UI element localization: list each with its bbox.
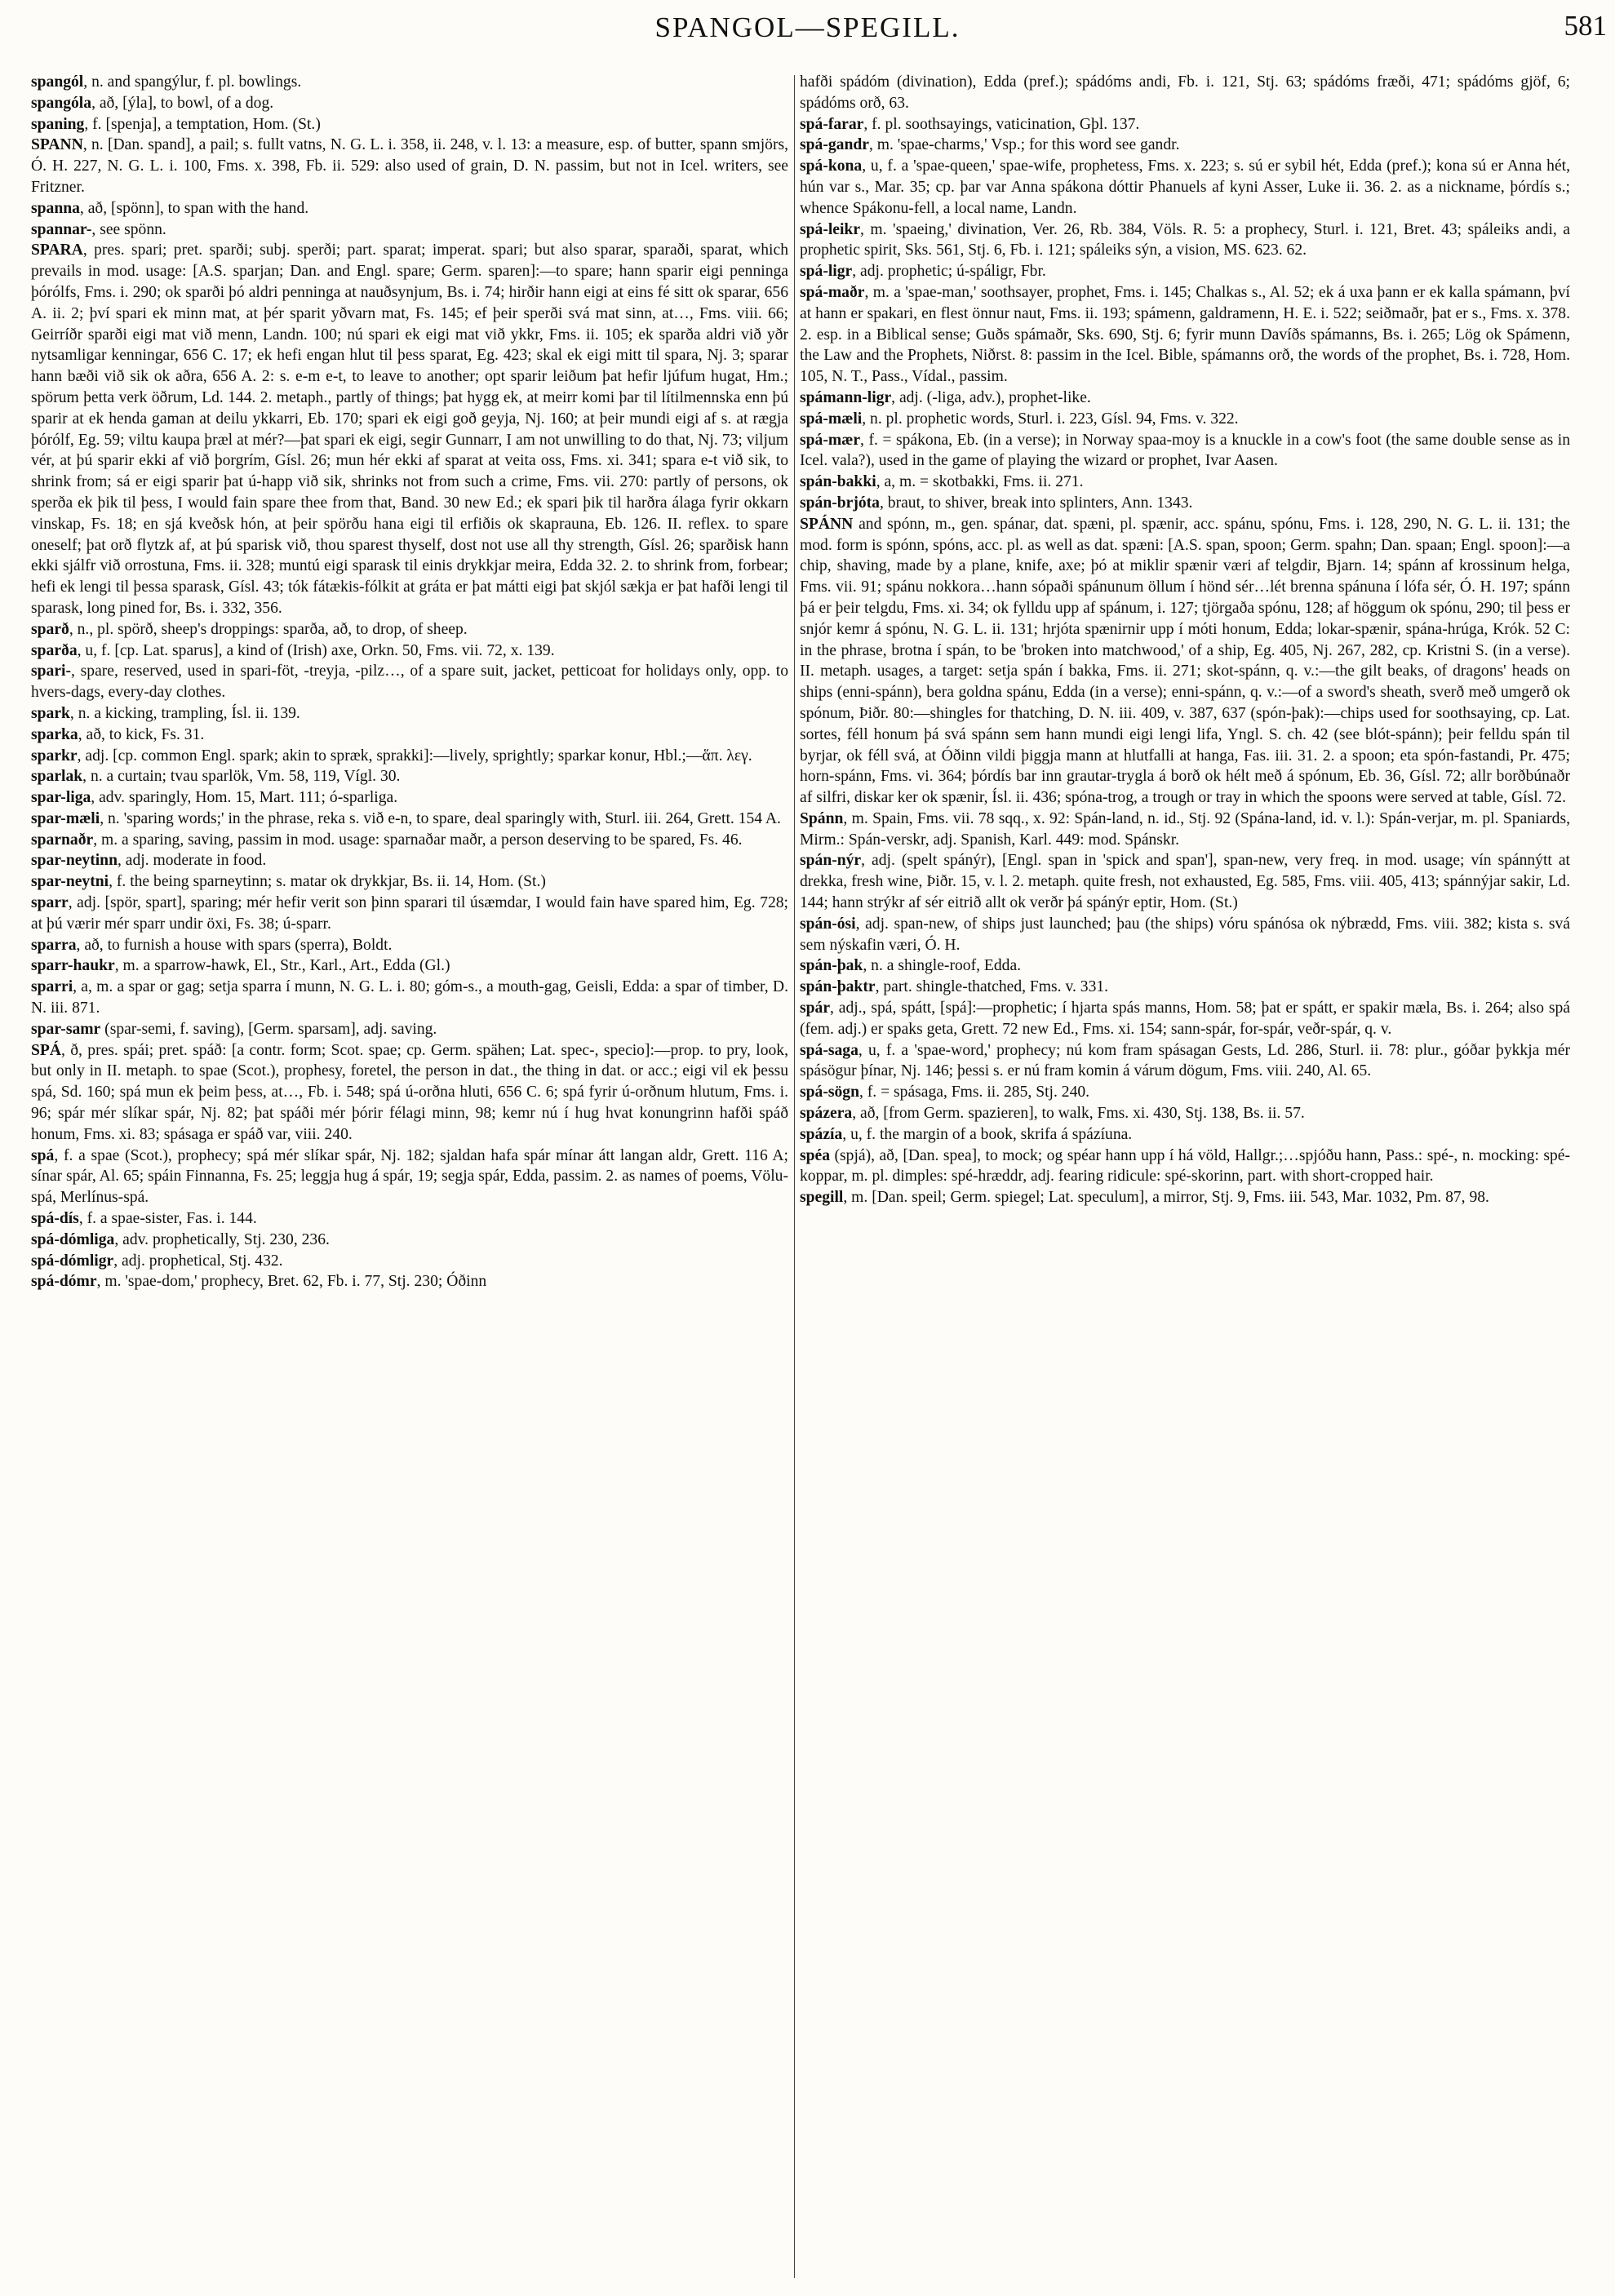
entry-definition: and spónn, m., gen. spánar, dat. spæni, pl. spænir, acc. spánu, spónu, Fms. i. 128, 290, N. G. L. ii. 131; the mod. form is spónn, spóns, acc. pl. as well as dat. spæni: [A.S. span, spoon; Germ. spahn; Dan. spaan; Engl. spoon]:—a chip, shaving, made by a plane, knife, axe; þó at miklir spænir væri af telgdir, Bjarn. 14; spánn af krossinum helga, Fms. vii. 91; spánu nokkora…hann sópaði spánunum öllum í hönd sér…lét brenna spánuna í lófa sér, Ó. H. 197; spánn þá er þeir telgdu, Fms. xi. 34; ok fylldu upp af spánum, i. 127; tjörgaða spónu, 128; af höggum ok spónu, 290; til þess er snjór kemr á spónu, N. G. L. ii. 131; hrjóta spænirnir upp í móti honum, Edda; lokar-spænir, spána-hrúga, Krók. 52 C: in the phrase, brotna í spán, to be 'broken into matchwood,' of a ship, Eg. 405, Nj. 267, 282, cp. Kristni S. (in a verse). II. metaph. usages, a target: setja spán í bakka, Fms. ii. 271; skot-spánn, q. v.:—the gilt beaks, of dragons' heads on ships (enni-spánn), bera goldna spánu, Edda (in a verse); enni-spánn, q. v.:—of a sword's sheath, sverð með umgerð ok spónum, Þiðr. 80:—shingles for thatching, D. N. iii. 409, v. 387, 637 (spón-þak):—chips used for soothsaying, cp. Lat. sortes, féll honum þá svá spánn sem hann mundi eigi lengi lifa, Yngl. S. ch. 42 (see blót-spánn); þeir felldu spán til byrjar, ok féll svá, at Óðinn vildi þiggja mann at hlutfalli at hanga, Fas. iii. 31. 2. a spoon; eta spón-fastandi, Pr. 475; horn-spánn, Fms. vi. 364; þórdís bar inn grautar-trygla á borð ok hélt með á spónum, Eb. 36, Gísl. 72; allr borðbúnaðr af silfri, diskar ker ok spænir, Ísl. ii. 436; spóna-trog, a trough or tray in which the spoons were served at table, Gísl. 72. <box>800 515 1570 807</box>
entry-definition: , spare, reserved, used in spari-föt, -treyja, -pilz…, of a spare suit, jacket, petticoat for holidays only, opp. to hvers-dags, every-day clothes. <box>31 663 788 702</box>
headword: spaning <box>31 115 85 133</box>
dictionary-entry <box>31 977 788 1019</box>
headword: spázía <box>800 1125 843 1143</box>
dictionary-entry <box>800 1040 1570 1083</box>
entry-definition: , m. a 'spae-man,' soothsayer, prophet, Fms. i. 145; Chalkas s., Al. 52; ek á uxa þann er ek kalla spámann, því at hann er spakari, en flest önnur naut, Fms. ii. 193; spámenn, galdramenn, H. E. i. 522; seiðmaðr, þat er s., Fms. x. 378. 2. esp. in a Biblical sense; Guðs spámaðr, Sks. 690, Stj. 6; fyrir munn Davíðs spámanns, Bs. i. 265; Lög ok Spámenn, the Law and the Prophets, Niðrst. 8: passim in the Icel. Bible, spámanns orð, the words of the prophet, Bs. i. 728, Hom. 105, N. T., Pass., Vídal., passim. <box>800 283 1570 386</box>
entry-definition: , m. 'spae-charms,' Vsp.; for this word see gandr. <box>868 136 1180 154</box>
dictionary-entry <box>800 977 1570 998</box>
headword: spari- <box>31 663 71 680</box>
dictionary-entry <box>31 830 788 851</box>
entry-definition: , ð, pres. spái; pret. spáð: [a contr. form; Scot. spae; cp. Germ. spähen; Lat. spec-, specio]:—prop. to pry, look, but only in II. metaph. to spae (Scot.), prophesy, foretel, the person in dat., the thing in dat. or acc.; eigi vil ek þessu spá, Sd. 160; spá mun ek þeim þess, at…, Fb. i. 548; spá ú-orðna hluti, 656 C. 6; spá fyrir ú-orðnum hlutum, Fms. i. 96; spár mér slíkar spár, Nj. 82; þat spáði mér þórir félagi minn, 98; kemr nú í hug hvat konungrinn hafði spáð honum, Fms. xi. 83; spásaga er spáð var, viii. 240. <box>31 1041 788 1143</box>
entry-definition: , að, to kick, Fs. 31. <box>78 725 205 743</box>
entry-definition: , adj., spá, spátt, [spá]:—prophetic; í hjarta spás manns, Hom. 58; þat er spátt, er spakir mæla, Bs. i. 264; also spá (fem. adj.) er spaks geta, Grett. 72 new Ed., Fms. xi. 154; sann-spár, for-spár, veðr-spár, q. v. <box>800 1000 1570 1038</box>
entry-definition: , að, to furnish a house with spars (sperra), Boldt. <box>76 936 393 954</box>
headword: spá-kona <box>800 157 863 175</box>
headword: spannar- <box>31 220 92 238</box>
entry-definition: , að, [from Germ. spazieren], to walk, Fms. xi. 430, Stj. 138, Bs. ii. 57. <box>852 1105 1305 1123</box>
headword: spá-leikr <box>800 220 861 238</box>
headword: spá-dómliga <box>31 1230 115 1248</box>
dictionary-entry <box>800 409 1570 430</box>
page-number: 581 <box>1564 10 1607 42</box>
entry-definition: (spar-semi, f. saving), [Germ. sparsam], adj. saving. <box>100 1020 437 1038</box>
headword: spá-mæli <box>800 410 863 428</box>
dictionary-entry <box>800 135 1570 156</box>
dictionary-entry <box>800 1124 1570 1146</box>
entry-definition: , adv. prophetically, Stj. 230, 236. <box>114 1230 330 1248</box>
entry-definition: , m. [Dan. speil; Germ. spiegel; Lat. speculum], a mirror, Stj. 9, Fms. iii. 543, Mar. 1032, Pm. 87, 98. <box>843 1189 1489 1207</box>
entry-definition: , n. a kicking, trampling, Ísl. ii. 139. <box>69 704 300 722</box>
headword: spán-nýr <box>800 852 862 870</box>
entry-definition: , n., pl. spörð, sheep's droppings: sparða, að, to drop, of sheep. <box>69 620 468 638</box>
dictionary-entry <box>31 72 788 93</box>
dictionary-entry <box>800 998 1570 1040</box>
headword: spár <box>800 1000 831 1017</box>
entry-definition: , adj. prophetical, Stj. 432. <box>113 1252 283 1270</box>
entry-definition: , pres. spari; pret. sparði; subj. sperði; part. sparat; imperat. spari; but also sparar, sparaði, sparat, which prevails in mod. usage: [A.S. sparjan; Dan. and Engl. spare; Germ. sparen]:—to spare; hann sparir eigi penninga þórólfs, Fms. i. 290; ok sparði þó aldri penninga at nauðsynjum, Bs. i. 74; hirðir hann eigi at eins fé sitt ok sparar, 656 A. ii. 2; því spari ek minn mat, at þér sparit yðvarn mat, Fs. 145; ef þeir sperði svá mat sinn, at…, Fms. viii. 66; Geirríðr sparði eigi mat við menn, Landn. 100; nú spari ek eigi mat við ykkr, Fms. ii. 105; ek sparða aldri við yðr nytsamligar kenningar, 656 C. 17; ek hefi engan hlut til þess sparat, Eg. 423; skal ek eigi mitt til spara, Nj. 3; sparar hann bæði við sik ok aðra, 656 A. 2: s. e-m e-t, to leave to another; opt sparir leiðum þat hefir ljúfum hugat, Hm.; spörum þetta verk öðrum, Ld. 144. 2. metaph., partly of things; þat hygg ek, at meirr komi þar til lítilmennska enn þú sparir at ek henda gaman at deilu ykkarri, Eb. 170; spari ek eigi goð geyja, Nj. 160; at þeir mundi eigi af s. at rægja þórólf, Eg. 59; viltu kaupa þræl at mér?—þat spari ek eigi, segir Gunnarr, I am not unwilling to do that, Nj. 73; viljum vér, at þú sparir ekki af við þorgrím, Gísl. 26; mun hér ekki af sparat at veita oss, Fms. xi. 341; spara e-t við sik, to shrink from; sá er eigi sparir þat ú-happ við sik, shrinks not from such a crime, Fms. vii. 270: partly of persons, ok sperða ek þik til þess, I would fain spare thee from that, Band. 30 new Ed.; ek spari þik til harðra álaga fyrir okkarn vinskap, Fs. 18; en sjá kveðsk hón, at þeir spörðu hana eigi til erfiðis ok skaprauna, Eb. 126. II. reflex. to spare oneself; þat orð flytzk af, at þú sparisk við, thou sparest thyself, dost not use all thy strength, Gísl. 26; sparðisk hann ekki sjálfr við orrostuna, Fms. ii. 328; muntú eigi sparask til einis drykkjar meira, Edda 32. 2. to shrink from, forbear; hefi ek lengi til þessa sparask, Gísl. 43; tók fátækis-fólkit at gráta er þat mátti eigi þat skjól sækja er þat hafði lengi til sparask, long pined for, Bs. i. 332, 356. <box>31 242 788 617</box>
dictionary-entry <box>800 1103 1570 1124</box>
headword: sparri <box>31 978 73 996</box>
entry-definition: , m. Spain, Fms. vii. 78 sqq., x. 92: Spán-land, n. id., Stj. 92 (Spána-land, id. v. l.): Spán-verjar, m. pl. Spaniards, Mirm.: Spán-verskr, adj. Spanish, Karl. 449: mod. Spánskr. <box>800 809 1570 849</box>
dictionary-entry <box>800 472 1570 493</box>
entry-definition: hafði spádóm (divination), Edda (pref.); spádóms andi, Fb. i. 121, Stj. 63; spádóms fræði, 471; spádóms gjöf, 6; spádóms orð, 63. <box>800 73 1570 112</box>
dictionary-entry <box>800 114 1570 135</box>
column-divider <box>794 75 795 2278</box>
dictionary-entry <box>800 430 1570 472</box>
entry-definition: , n. 'sparing words;' in the phrase, reka s. við e-n, to spare, deal sparingly with, Sturl. iii. 264, Grett. 154 A. <box>100 809 781 827</box>
entry-definition: , f. the being sparneytinn; s. matar ok drykkjar, Bs. ii. 14, Hom. (St.) <box>109 873 546 891</box>
dictionary-entry <box>31 935 788 956</box>
dictionary-entry <box>800 219 1570 262</box>
headword: sparr-haukr <box>31 957 115 975</box>
headword: sparnaðr <box>31 831 94 849</box>
headword: spanna <box>31 199 80 217</box>
left-column <box>31 72 788 2275</box>
entry-definition: , að, [spönn], to span with the hand. <box>79 199 309 217</box>
headword: spán-þak <box>800 957 863 975</box>
headword: spá-ligr <box>800 263 853 281</box>
headword: spá-maðr <box>800 283 865 301</box>
entry-definition: , adj. (spelt spánýr), [Engl. span in 'spick and span'], span-new, very freq. in mod. usage; vín spánnýtt at drekka, fresh wine, Þiðr. 15, v. l. 2. metaph. quite fresh, not exhausted, Eg. 585, Fms. viii. 405, 413; spánnýjar sakir, Ld. 144; hann strýkr af sér eitrið allt ok verðr þá spánýr eptir, Hom. (St.) <box>800 852 1570 912</box>
dictionary-entry <box>31 114 788 135</box>
headword: spán-ósi <box>800 915 856 933</box>
dictionary-entry <box>800 914 1570 956</box>
dictionary-entry <box>31 219 788 241</box>
dictionary-entry <box>800 514 1570 809</box>
headword: spegill <box>800 1189 844 1207</box>
entry-definition: , a, m. a spar or gag; setja sparra í munn, N. G. L. i. 80; góm-s., a mouth-gag, Geisli, Edda: a spar of timber, D. N. iii. 871. <box>31 978 788 1017</box>
dictionary-entry <box>800 261 1570 282</box>
entry-definition: , u, f. a 'spae-queen,' spae-wife, prophetess, Fms. x. 223; s. sú er sybil hét, Edda (pref.); kona sú er Anna hét, hún var s., Mar. 35; cp. þar var Anna spákona dóttir Phanuels af kyni Asser, Luke ii. 36. 2. as a nickname, þórdís s.; whence Spákonu-fell, a local name, Landn. <box>800 157 1570 217</box>
running-title: SPANGOL—SPEGILL. <box>654 11 961 43</box>
headword: spéa <box>800 1146 831 1164</box>
entry-definition: , part. shingle-thatched, Fms. v. 331. <box>875 978 1109 996</box>
dictionary-entry <box>31 1040 788 1146</box>
headword: spark <box>31 704 70 722</box>
entry-definition: (spjá), að, [Dan. spea], to mock; og spéar hann upp í há völd, Hallgr.;…spjóðu hann, Pass.: spé-, n. mocking: spé-koppar, m. pl. dimples: spé-hræddr, adj. fearing ridicule: spé-skorinn, part. with short-cropped hair. <box>800 1146 1570 1186</box>
dictionary-entry <box>31 1230 788 1251</box>
dictionary-entry <box>31 1208 788 1230</box>
dictionary-entry <box>31 1019 788 1040</box>
entry-definition: , að, [ýla], to bowl, of a dog. <box>91 94 274 112</box>
entry-definition: , f. [spenja], a temptation, Hom. (St.) <box>84 115 321 133</box>
headword: spá-sögn <box>800 1084 859 1101</box>
headword: sparða <box>31 641 78 659</box>
dictionary-entry <box>800 493 1570 514</box>
headword: sparð <box>31 620 69 638</box>
headword: spámann-ligr <box>800 388 892 406</box>
entry-definition: , n. pl. prophetic words, Sturl. i. 223, Gísl. 94, Fms. v. 322. <box>862 410 1239 428</box>
dictionary-entry <box>800 850 1570 913</box>
page-header <box>0 8 1615 51</box>
headword: spar-neytinn <box>31 852 118 870</box>
headword: spar-neytni <box>31 873 109 891</box>
dictionary-entry <box>800 809 1570 851</box>
entry-definition: , adj. moderate in food. <box>117 852 267 870</box>
dictionary-entry <box>31 1271 788 1292</box>
headword: sparlak <box>31 768 83 786</box>
entry-definition: , m. 'spae-dom,' prophecy, Bret. 62, Fb. i. 77, Stj. 230; Óðinn <box>96 1273 487 1291</box>
entry-definition: , adj. [cp. common Engl. spark; akin to spræk, sprakki]:—lively, sprightly; sparkar konur, Hbl.;—ἅπ. λεγ. <box>77 747 752 765</box>
headword: spar-mæli <box>31 809 100 827</box>
dictionary-entry <box>31 619 788 640</box>
entry-definition: , adj. (-liga, adv.), prophet-like. <box>891 388 1091 406</box>
headword: spázera <box>800 1105 853 1123</box>
entry-definition: , n. a shingle-roof, Edda. <box>863 957 1022 975</box>
dictionary-entry <box>31 871 788 893</box>
headword: spar-samr <box>31 1020 101 1038</box>
headword: spán-þaktr <box>800 978 876 996</box>
headword: sparka <box>31 725 78 743</box>
entry-definition: , m. a sparing, saving, passim in mod. usage: sparnaðar maðr, a person deserving to be spared, Fs. 46. <box>93 831 743 849</box>
dictionary-entry <box>31 640 788 662</box>
dictionary-entry <box>31 809 788 830</box>
entry-definition: , u, f. a 'spae-word,' prophecy; nú kom fram spásagan Gests, Ld. 286, Sturl. ii. 78: plur., góðar þykkja mér spásögur þínar, Nj. 146; þessi s. er nú fram komin á várum dögum, Fms. viii. 240, Al. 65. <box>800 1041 1570 1080</box>
entry-definition: , n. a curtain; tvau sparlök, Vm. 58, 119, Vígl. 30. <box>82 768 401 786</box>
entry-definition: , n. [Dan. spand], a pail; s. fullt vatns, N. G. L. i. 358, ii. 248, v. l. 13: a measure, esp. of butter, spann smjörs, Ó. H. 227, N. G. L. i. 100, Fms. x. 398, Fb. ii. 529: also used of grain, D. N. passim, but not in Icel. writers, see Fritzner. <box>31 136 788 196</box>
dictionary-entry <box>31 703 788 725</box>
headword: spá-saga <box>800 1041 859 1059</box>
dictionary-entry <box>800 72 1570 114</box>
entry-definition: , a, m. = skotbakki, Fms. ii. 271. <box>876 473 1084 491</box>
dictionary-entry <box>31 766 788 787</box>
headword: sparra <box>31 936 77 954</box>
dictionary-entry <box>800 156 1570 219</box>
headword: SPANN <box>31 136 83 154</box>
headword: spán-bakki <box>800 473 876 491</box>
headword: sparr <box>31 894 69 912</box>
headword: spá-gandr <box>800 136 869 154</box>
entry-definition: , adv. sparingly, Hom. 15, Mart. 111; ó-sparliga. <box>91 789 398 807</box>
headword: sparkr <box>31 747 78 765</box>
entry-definition: , u, f. [cp. Lat. sparus], a kind of (Irish) axe, Orkn. 50, Fms. vii. 72, x. 139. <box>77 641 555 659</box>
headword: spar-liga <box>31 789 91 807</box>
dictionary-entry <box>31 893 788 935</box>
headword: spá-dómr <box>31 1273 97 1291</box>
entry-definition: , adj. span-new, of ships just launched; þau (the ships) vóru spánósa ok nýbrædd, Fms. viii. 382; kista s. svá sem nýskafin væri, Ó. H. <box>800 915 1570 954</box>
dictionary-entry <box>31 787 788 809</box>
dictionary-entry <box>31 93 788 114</box>
dictionary-entry <box>31 850 788 871</box>
headword: SPARA <box>31 242 83 259</box>
entry-definition: , f. = spákona, Eb. (in a verse); in Norway spaa-moy is a knuckle in a cow's foot (the same double sense as in Icel. vala?), used in the game of playing the wizard or prophet, Ivar Aasen. <box>800 431 1570 470</box>
entry-definition: , f. = spásaga, Fms. ii. 285, Stj. 240. <box>859 1084 1090 1101</box>
headword: spá <box>31 1146 55 1164</box>
dictionary-entry <box>31 725 788 746</box>
headword: spá-dómligr <box>31 1252 114 1270</box>
entry-definition: , n. and spangýlur, f. pl. bowlings. <box>83 73 302 91</box>
dictionary-entry <box>800 388 1570 409</box>
dictionary-entry <box>800 282 1570 388</box>
headword: spá-farar <box>800 115 864 133</box>
headword: Spánn <box>800 809 844 827</box>
dictionary-entry <box>31 1146 788 1208</box>
dictionary-entry <box>800 1146 1570 1188</box>
headword: spán-brjóta <box>800 494 880 512</box>
dictionary-entry <box>31 955 788 977</box>
entry-definition: , m. 'spaeing,' divination, Ver. 26, Rb. 384, Völs. R. 5: a prophecy, Sturl. i. 121, Bret. 43; spáleiks andi, a prophetic spirit, Sks. 561, Stj. 6, Fb. i. 121; spáleiks sýn, a vision, MS. 623. 62. <box>800 220 1570 259</box>
entry-definition: , braut, to shiver, break into splinters, Ann. 1343. <box>879 494 1193 512</box>
dictionary-entry <box>31 135 788 197</box>
dictionary-entry <box>800 955 1570 977</box>
dictionary-entry <box>31 240 788 618</box>
dictionary-entry <box>31 1251 788 1272</box>
entry-definition: , adj. [spör, spart], sparing; mér hefir verit son þinn sparari til úsæmdar, I would fain have spared him, Eg. 728; at þú værir mér sparr undir öxi, Fs. 38; ú-sparr. <box>31 894 788 933</box>
entry-definition: , u, f. the margin of a book, skrifa á spázíuna. <box>842 1125 1133 1143</box>
entry-definition: , f. a spae-sister, Fas. i. 144. <box>78 1210 257 1228</box>
dictionary-entry <box>31 198 788 219</box>
headword: spangól <box>31 73 84 91</box>
dictionary-entry <box>800 1187 1570 1208</box>
headword: SPÁ <box>31 1041 62 1059</box>
entry-definition: , f. pl. soothsayings, vaticination, Gþl. 137. <box>863 115 1140 133</box>
headword: spá-mær <box>800 431 861 449</box>
right-column <box>800 72 1570 2275</box>
entry-definition: , see spönn. <box>91 220 166 238</box>
headword: SPÁNN <box>800 515 854 533</box>
headword: spá-dís <box>31 1210 79 1228</box>
entry-definition: , f. a spae (Scot.), prophecy; spá mér slíkar spár, Nj. 182; sjaldan hafa spár mínar átt langan aldr, Grett. 116 A; sínar spár, Al. 65; spáin Finnanna, Fs. 25; leggja hug á spár, 19; segja spár, Edda, passim. 2. as names of poems, Völu-spá, Merlínus-spá. <box>31 1146 788 1207</box>
entry-definition: , adj. prophetic; ú-spáligr, Fbr. <box>852 263 1046 281</box>
dictionary-entry <box>31 661 788 703</box>
headword: spangóla <box>31 94 92 112</box>
entry-definition: , m. a sparrow-hawk, El., Str., Karl., Art., Edda (Gl.) <box>114 957 450 975</box>
dictionary-entry <box>800 1082 1570 1103</box>
dictionary-entry <box>31 746 788 767</box>
